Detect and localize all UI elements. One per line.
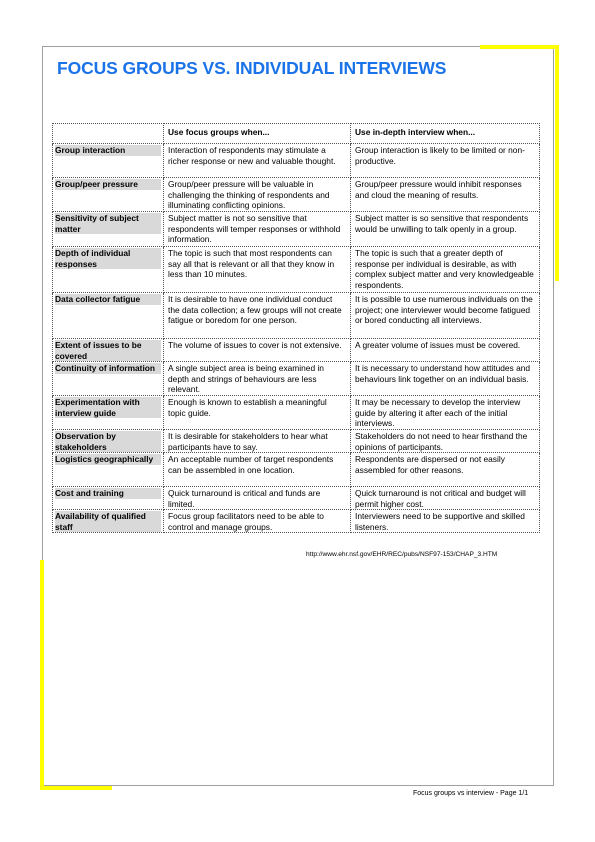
header-interviews: Use in-depth interview when... <box>351 124 540 144</box>
focus-group-cell: A single subject area is being examined in depth and strings of behaviours are less relevant. <box>164 362 351 396</box>
highlight-bar-bottom <box>40 786 112 790</box>
row-label-cell <box>53 212 164 247</box>
row-label: Group/peer pressure <box>55 179 161 190</box>
focus-group-cell: It is desirable for stakeholders to hear what participants have to say. <box>164 430 351 453</box>
row-label: Continuity of information <box>55 363 161 374</box>
table-header-row <box>53 124 540 144</box>
row-label: Extent of issues to be covered <box>55 340 161 361</box>
interview-cell: Subject matter is so sensitive that respondents would be unwilling to talk openly in a group. <box>351 212 540 247</box>
interview-cell: It may be necessary to develop the interview guide by altering it after each of the initial interviews. <box>351 396 540 430</box>
interview-cell: Interviewers need to be supportive and skilled listeners. <box>351 510 540 533</box>
table-row <box>53 362 540 396</box>
focus-group-cell: Quick turnaround is critical and funds are limited. <box>164 487 351 510</box>
highlight-bar-right <box>555 45 559 281</box>
table-row <box>53 247 540 293</box>
focus-group-cell: Subject matter is not so sensitive that respondents will temper responses or withhold information. <box>164 212 351 247</box>
table-row <box>53 453 540 487</box>
page-title: FOCUS GROUPS VS. INDIVIDUAL INTERVIEWS <box>57 58 447 78</box>
interview-cell: Respondents are dispersed or not easily assembled for other reasons. <box>351 453 540 487</box>
table-row <box>53 430 540 453</box>
focus-group-cell: The volume of issues to cover is not extensive. <box>164 339 351 362</box>
focus-group-cell: Group/peer pressure will be valuable in challenging the thinking of respondents and illuminating conflicting opinions. <box>164 178 351 212</box>
row-label: Logistics geographically <box>55 454 161 465</box>
row-label-cell <box>53 293 164 339</box>
header-focus-groups: Use focus groups when... <box>164 124 351 144</box>
interview-cell: Quick turnaround is not critical and budget will permit higher cost. <box>351 487 540 510</box>
row-label: Availability of qualified staff <box>55 511 161 532</box>
interview-cell: A greater volume of issues must be covered. <box>351 339 540 362</box>
row-label-cell <box>53 339 164 362</box>
comparison-table <box>52 123 540 533</box>
row-label: Cost and training <box>55 488 161 499</box>
header-empty <box>53 124 164 144</box>
table-row <box>53 212 540 247</box>
row-label-cell <box>53 178 164 212</box>
table-row <box>53 487 540 510</box>
row-label: Observation by stakeholders <box>55 431 161 452</box>
table-row <box>53 396 540 430</box>
interview-cell: Group/peer pressure would inhibit responses and cloud the meaning of results. <box>351 178 540 212</box>
table-row <box>53 339 540 362</box>
table-row <box>53 293 540 339</box>
page-footer: Focus groups vs interview - Page 1/1 <box>413 790 529 797</box>
row-label: Group interaction <box>55 145 161 156</box>
source-url: http://www.ehr.nsf.gov/EHR/REC/pubs/NSF97-153/CHAP_3.HTM <box>306 551 498 558</box>
interview-cell: The topic is such that a greater depth of response per individual is desirable, as with complex subject matter and very knowledgeable respondents. <box>351 247 540 293</box>
row-label-cell <box>53 144 164 178</box>
focus-group-cell: An acceptable number of target respondents can be assembled in one location. <box>164 453 351 487</box>
interview-cell: Group interaction is likely to be limited or non-productive. <box>351 144 540 178</box>
row-label: Depth of individual responses <box>55 248 161 269</box>
focus-group-cell: The topic is such that most respondents can say all that is relevant or all that they know in less than 10 minutes. <box>164 247 351 293</box>
row-label-cell <box>53 362 164 396</box>
row-label-cell <box>53 510 164 533</box>
row-label-cell <box>53 430 164 453</box>
interview-cell: Stakeholders do not need to hear firsthand the opinions of participants. <box>351 430 540 453</box>
table-row <box>53 178 540 212</box>
row-label-cell <box>53 396 164 430</box>
row-label: Data collector fatigue <box>55 294 161 305</box>
row-label-cell <box>53 247 164 293</box>
focus-group-cell: It is desirable to have one individual conduct the data collection; a few groups will not create fatigue or boredom for one person. <box>164 293 351 339</box>
row-label: Experimentation with interview guide <box>55 397 161 418</box>
interview-cell: It is possible to use numerous individuals on the project; one interviewer would become fatigued or bored conducting all interviews. <box>351 293 540 339</box>
table-row <box>53 510 540 533</box>
highlight-bar-top <box>480 45 559 49</box>
row-label: Sensitivity of subject matter <box>55 213 161 234</box>
highlight-bar-left <box>40 560 44 790</box>
row-label-cell <box>53 487 164 510</box>
row-label-cell <box>53 453 164 487</box>
focus-group-cell: Interaction of respondents may stimulate a richer response or new and valuable thought. <box>164 144 351 178</box>
focus-group-cell: Focus group facilitators need to be able to control and manage groups. <box>164 510 351 533</box>
interview-cell: It is necessary to understand how attitudes and behaviours link together on an individual basis. <box>351 362 540 396</box>
focus-group-cell: Enough is known to establish a meaningful topic guide. <box>164 396 351 430</box>
table-row <box>53 144 540 178</box>
